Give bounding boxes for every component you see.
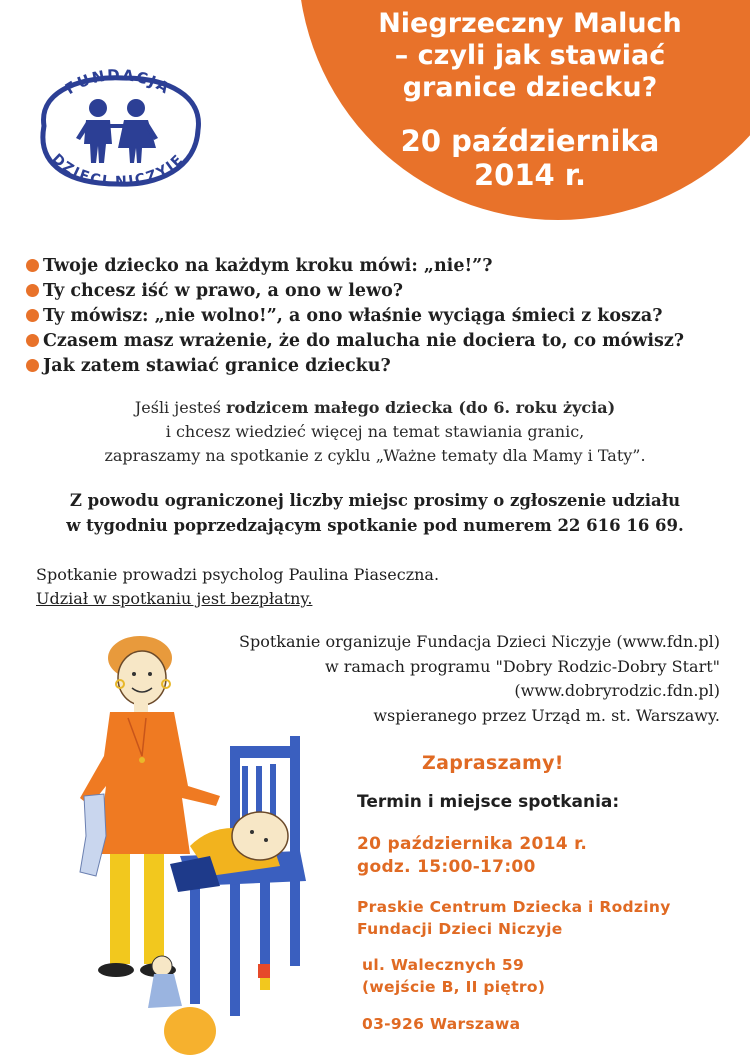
- address-line-1: ul. Walecznych 59: [362, 956, 525, 974]
- intro-line-3: zapraszamy na spotkanie z cyklu „Ważne tematy dla Mamy i Taty”.: [104, 446, 646, 465]
- place-line-1: Praskie Centrum Dziecka i Rodziny: [357, 898, 671, 916]
- leader-note: Spotkanie prowadzi psycholog Paulina Piaseczna.: [36, 565, 440, 584]
- address-line-2: (wejście B, II piętro): [362, 978, 546, 996]
- mother-child-illustration: [70, 636, 360, 1061]
- children-icon: [76, 99, 158, 163]
- list-item: Czasem masz wrażenie, że do malucha nie dociera to, co mówisz?: [26, 329, 684, 354]
- organizer-line-1: Spotkanie organizuje Fundacja Dzieci Niczyje (www.fdn.pl): [239, 632, 720, 651]
- bullet-icon: [26, 359, 39, 372]
- logo-bottom-text: DZIECI NICZYJE: [48, 150, 188, 191]
- foundation-logo: [28, 68, 208, 192]
- event-time: godz. 15:00-17:00: [357, 857, 536, 877]
- free-note: Udział w spotkaniu jest bezpłatny.: [36, 589, 313, 608]
- organizer-line-4: wspieranego przez Urząd m. st. Warszawy.: [373, 705, 720, 725]
- toys: [148, 956, 270, 1055]
- svg-text:DZIECI NICZYJE: [49, 151, 188, 190]
- question-list: [26, 254, 684, 379]
- list-item: Twoje dziecko na każdym kroku mówi: „nie!”?: [26, 254, 684, 279]
- registration-line-2: w tygodniu poprzedzającym spotkanie pod numerem 22 616 16 69.: [66, 516, 684, 535]
- intro-line-1: Jeśli jesteś rodzicem małego dziecka (do 6. roku życia): [134, 398, 616, 417]
- bullet-icon: [26, 309, 39, 322]
- logo-top-text: FUNDACJA: [61, 68, 175, 99]
- bullet-icon: [26, 259, 39, 272]
- date-line-1: 20 października: [400, 124, 660, 158]
- organizer-line-3: (www.dobryrodzic.fdn.pl): [514, 681, 720, 700]
- term-label: Termin i miejsce spotkania:: [357, 792, 620, 812]
- list-item: Ty chcesz iść w prawo, a ono w lewo?: [26, 279, 684, 304]
- intro-line-2: i chcesz wiedzieć więcej na temat stawiania granic,: [165, 422, 585, 441]
- list-item: Jak zatem stawiać granice dziecku?: [26, 354, 684, 379]
- place-line-2: Fundacji Dzieci Niczyje: [357, 920, 563, 938]
- date-line-2: 2014 r.: [474, 158, 586, 192]
- list-item: Ty mówisz: „nie wolno!”, a ono właśnie wyciąga śmieci z kosza?: [26, 304, 684, 329]
- title-line-2: – czyli jak stawiać: [394, 40, 666, 71]
- bullet-icon: [26, 284, 39, 297]
- organizer-line-2: w ramach programu "Dobry Rodzic-Dobry Start": [324, 656, 720, 676]
- invite-heading: Zapraszamy!: [422, 752, 564, 774]
- postal-city: 03-926 Warszawa: [362, 1015, 521, 1033]
- bullet-icon: [26, 334, 39, 347]
- event-date: 20 października 2014 r.: [357, 834, 588, 854]
- title-line-1: Niegrzeczny Maluch: [378, 8, 682, 39]
- title-line-3: granice dziecku?: [402, 72, 658, 103]
- registration-line-1: Z powodu ograniczonej liczby miejsc prosimy o zgłoszenie udziału: [69, 491, 681, 510]
